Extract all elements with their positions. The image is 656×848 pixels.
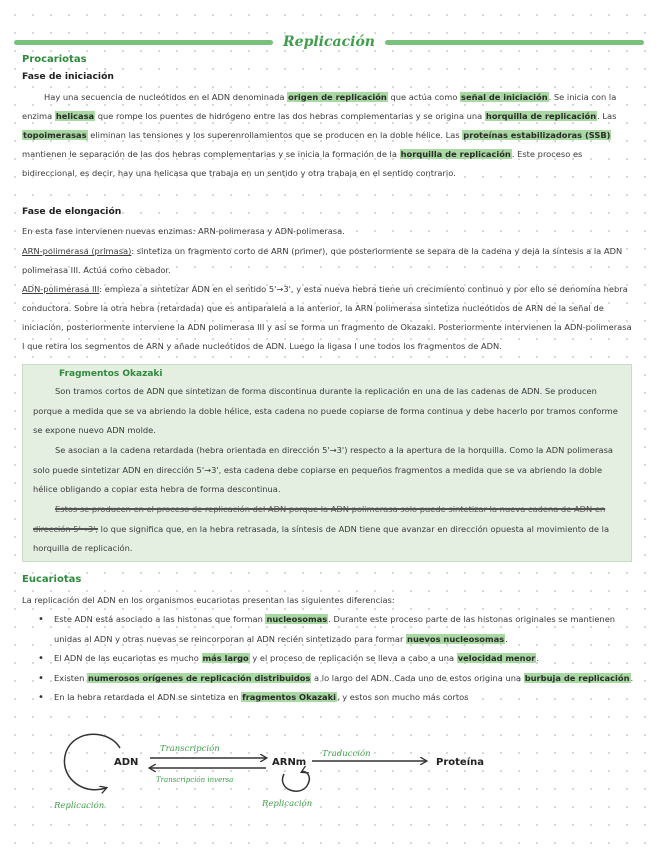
- title-bar: [14, 30, 644, 54]
- okazaki-paragraph-2: Se asocian a la cadena retardada (hebra orientada en dirección 5'→3') respecto a la apertura de la horquilla. Como la ADN polimerasa solo puede sintetizar ADN en dirección 5'→3', esta cadena debe copiarse en pequeños fragmentos a medida que se va abriendo la doble hélice obligando a copiar esta hebra de forma descontinua.: [33, 445, 613, 494]
- replicacion-arn-label: Replicación: [262, 799, 313, 809]
- transcripcion-label: Transcripción: [160, 744, 220, 754]
- adn-node: ADN: [114, 757, 139, 768]
- title-rule-left: [14, 40, 273, 45]
- polimerasa-paragraph: ADN-polimerasa III: empieza a sintetizar ADN en el sentido 5'→3', y esta nueva hebra tiene un crecimiento continuo y por ello se denomina hebra conductora. Sobre la otra hebra (retardada) que es antiparalela a la anterior, la ARN polimerasa sintetiza nucleótidos de ARN de la señal de iniciación, posteriormente interviene la ADN polimerasa III y así se forma un fragmento de Okazaki. Posteriormente intervienen la ADN-polimerasa I que retira los segmentos de ARN y añade nucleótidos de ADN. Luego la ligasa I une todos los fragmentos de ADN.: [22, 284, 632, 351]
- traduccion-label: Traducción: [322, 749, 371, 759]
- list-item: • En la hebra retardada el ADN se sintetiza en fragmentos Okazaki, y estos son mucho más cortos: [36, 688, 636, 708]
- page-title: Replicación: [283, 34, 375, 50]
- okazaki-box: [22, 364, 632, 562]
- okazaki-heading: Fragmentos Okazaki: [59, 369, 163, 379]
- list-item: • Existen numerosos orígenes de replicación distribuidos a lo largo del ADN. Cada uno de estos origina una burbuja de replicación.: [36, 669, 636, 689]
- okazaki-paragraph-1: Son tramos cortos de ADN que sintetizan de forma discontinua durante la replicación en una de las cadenas de ADN. Se producen porque a medida que se va abriendo la doble hélice, esta cadena no puede copiarse de forma continua y debe hacerlo por tramos conforme se expone nuevo ADN molde.: [33, 386, 618, 435]
- replicacion-adn-loop: [64, 734, 120, 790]
- list-item: • Este ADN está asociado a las histonas que forman nucleosomas. Durante este proceso parte de las histonas originales se mantienen unidas al ADN y otras nuevas se reincorporan al ADN recién sintetizado para formar nuevos nucleosomas.: [36, 610, 636, 649]
- dogma-diagram: [40, 718, 560, 818]
- elongacion-heading: Fase de elongación: [22, 206, 122, 217]
- list-item: • El ADN de las eucariotas es mucho más largo y el proceso de replicación se lleva a cabo a una velocidad menor.: [36, 649, 636, 669]
- primasa-paragraph: ARN-polimerasa (primasa): sintetiza un fragmento corto de ARN (primer), que posteriormente se separa de la cadena y deja la síntesis a la ADN polimerasa III. Actúa como cebador.: [22, 246, 623, 275]
- eucariotas-list: [36, 610, 636, 708]
- iniciacion-heading: Fase de iniciación: [22, 71, 114, 82]
- title-rule-right: [385, 40, 644, 45]
- arnm-node: ARNm: [272, 757, 307, 768]
- replicacion-arn-loop: [282, 772, 309, 792]
- iniciacion-paragraph: Hay una secuencia de nucleótidos en el ADN denominada origen de replicación que actúa como señal de iniciación. Se inicia con la enzima helicasa que rompe los puentes de hidrógeno entre las dos hebras complementarias y se origina una horquilla de replicación. Las topoimerasas eliminan las tensiones y los superenrollamientos que se producen en la doble hélice. Las proteínas estabilizadoras (SSB) mantienen le separación de las dos hebras complementarias y se inicia la formación de la horquilla de replicación. Este proceso es bidireccional, es decir, hay una helicasa que trabaja en un sentido y otra trabaja en el sentido contrario.: [22, 92, 617, 178]
- eucariotas-intro: La replicación del ADN en los organismos eucariotas presentan las siguientes diferencias:: [22, 595, 395, 605]
- okazaki-paragraph-3: Estos se producen en el proceso de replicación del ADN porque la ADN polimerasa solo puede sintetizar la nueva cadena de ADN en dirección 5'→3', lo que significa que, en la hebra retrasada, la síntesis de ADN tiene que avanzar en dirección opuesta al movimiento de la horquilla de replicación.: [33, 504, 610, 553]
- elongacion-intro: En esta fase intervienen nuevas enzimas: ARN-polimerasa y ADN-polimerasa.: [22, 226, 345, 236]
- proteina-node: Proteína: [436, 757, 484, 768]
- eucariotas-heading: Eucariotas: [22, 574, 82, 585]
- procariotas-heading: Procariotas: [22, 54, 87, 65]
- replicacion-adn-label: Replicación: [54, 801, 105, 811]
- transcripcion-inversa-label: Transcripción inversa: [156, 776, 234, 784]
